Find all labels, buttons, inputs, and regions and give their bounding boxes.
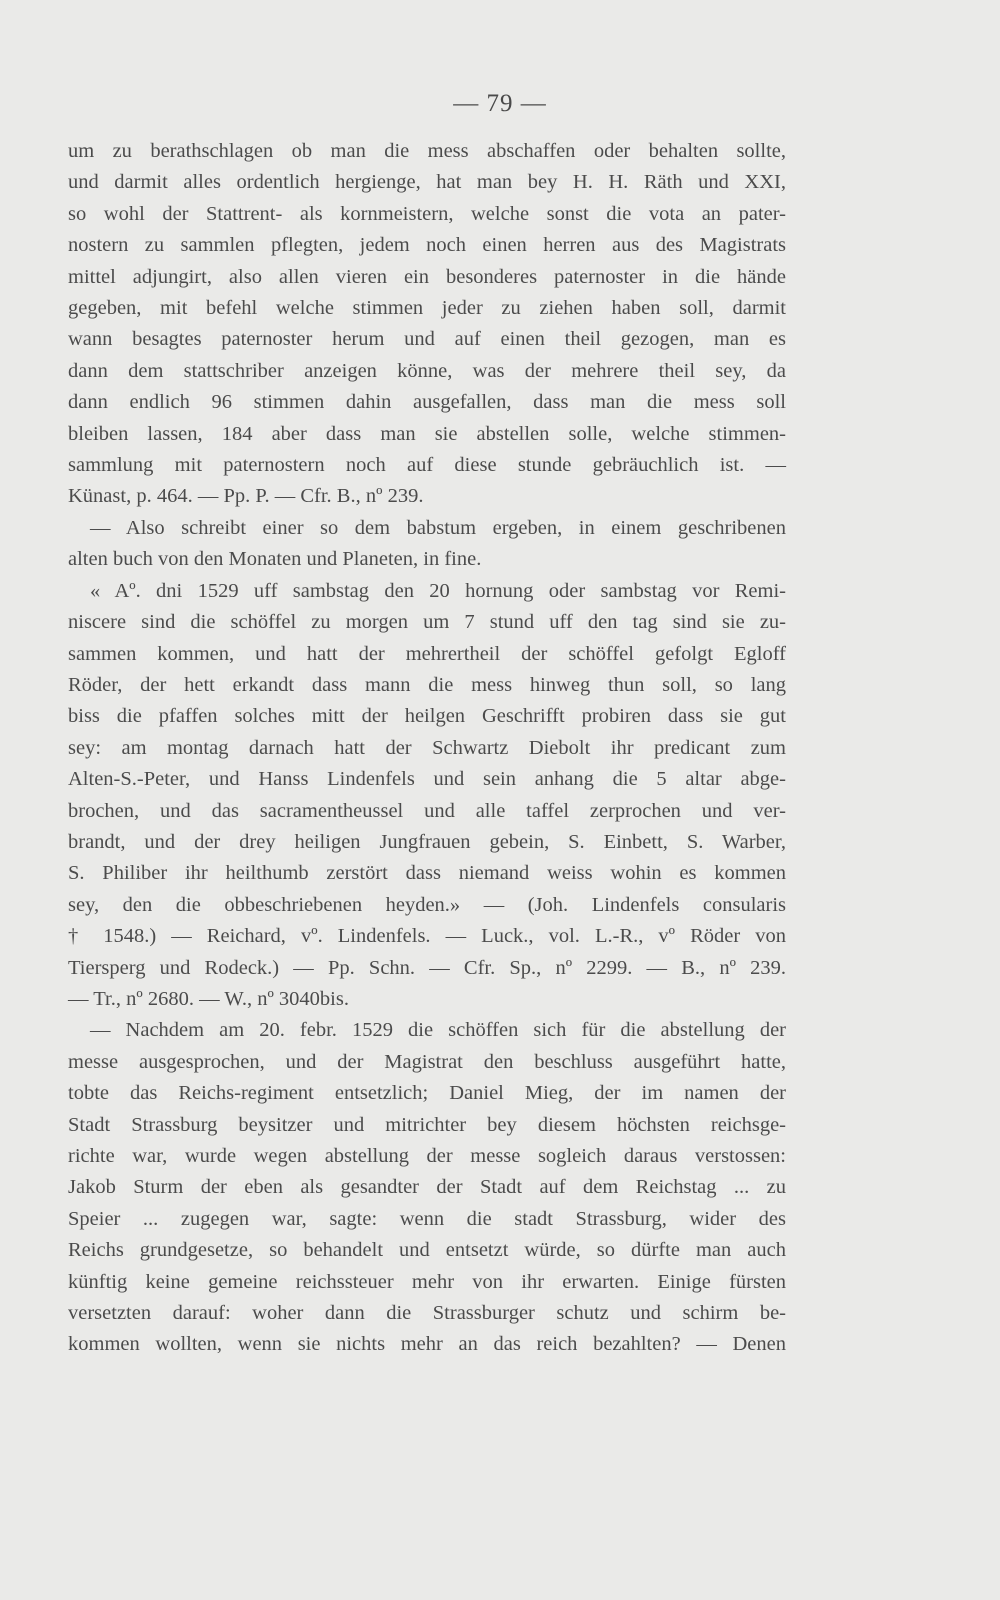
text-line: Speier ... zugegen war, sagte: wenn die stadt Strassburg, wider des	[68, 1207, 786, 1230]
text-line: Jakob Sturm der eben als gesandter der Stadt auf dem Reichstag ... zu	[68, 1176, 786, 1199]
text-line: versetzten darauf: woher dann die Strassburger schutz und schirm be-	[68, 1302, 786, 1325]
page-number: — 79 —	[453, 90, 547, 117]
citation-line: — Tr., nº 2680. — W., nº 3040bis.	[68, 987, 349, 1010]
text-line: messe ausgesprochen, und der Magistrat den beschluss ausgeführt hatte,	[68, 1050, 786, 1073]
text-line: niscere sind die schöffel zu morgen um 7 stund uff den tag sind sie zu-	[68, 611, 786, 634]
text-line: Reichs grundgesetze, so behandelt und entsetzt würde, so dürfte man auch	[68, 1239, 786, 1262]
paragraph-start-line: — Also schreibt einer so dem babstum ergeben, in einem geschribenen	[90, 516, 786, 539]
text-line: künftig keine gemeine reichssteuer mehr von ihr erwarten. Einige fürsten	[68, 1270, 786, 1293]
text-line: um zu berathschlagen ob man die mess abschaffen oder behalten sollte,	[68, 140, 786, 162]
citation-line: Tiersperg und Rodeck.) — Pp. Schn. — Cfr. Sp., nº 2299. — B., nº 239.	[68, 956, 786, 979]
quote-start-line: « Aº. dni 1529 uff sambstag den 20 hornung oder sambstag vor Remi-	[90, 579, 786, 602]
citation-line: † 1548.) — Reichard, vº. Lindenfels. — Luck., vol. L.-R., vº Röder von	[68, 925, 786, 948]
text-line: biss die pfaffen solches mitt der heilgen Geschrifft probiren dass sie gut	[68, 705, 786, 728]
text-line: Röder, der hett erkandt dass mann die mess hinweg thun soll, so lang	[68, 673, 786, 696]
text-line: wann besagtes paternoster herum und auf einen theil gezogen, man es	[68, 328, 786, 351]
text-line: kommen wollten, wenn sie nichts mehr an das reich bezahlten? — Denen	[68, 1333, 786, 1356]
text-line: so wohl der Stattrent- als kornmeistern, welche sonst die vota an pater-	[68, 202, 786, 225]
text-line: dann endlich 96 stimmen dahin ausgefallen, dass man die mess soll	[68, 391, 786, 414]
text-line: tobte das Reichs-regiment entsetzlich; Daniel Mieg, der im namen der	[68, 1082, 786, 1105]
text-line: und darmit alles ordentlich hergienge, hat man bey H. H. Räth und XXI,	[68, 171, 786, 194]
text-line: sey, den die obbeschriebenen heyden.» — (Joh. Lindenfels consularis	[68, 893, 786, 916]
text-line: sammen kommen, und hatt der mehrertheil der schöffel gefolgt Egloff	[68, 642, 786, 665]
text-line: gegeben, mit befehl welche stimmen jeder zu ziehen haben soll, darmit	[68, 297, 786, 320]
text-line: brochen, und das sacramentheussel und alle taffel zerprochen und ver-	[68, 799, 786, 822]
text-line: nostern zu sammlen pflegten, jedem noch einen herren aus des Magistrats	[68, 234, 786, 257]
citation-line: Künast, p. 464. — Pp. P. — Cfr. B., nº 239.	[68, 485, 424, 508]
text-line: mittel adjungirt, also allen vieren ein besonderes paternoster in die hände	[68, 265, 786, 288]
text-line: sey: am montag darnach hatt der Schwartz Diebolt ihr predicant zum	[68, 736, 786, 759]
text-line: S. Philiber ihr heilthumb zerstört dass niemand weiss wohin es kommen	[68, 862, 786, 885]
text-line: alten buch von den Monaten und Planeten, in fine.	[68, 548, 482, 571]
body-text	[68, 136, 786, 1361]
text-line: Alten-S.-Peter, und Hanss Lindenfels und sein anhang die 5 altar abge-	[68, 768, 786, 791]
text-line: bleiben lassen, 184 aber dass man sie abstellen solle, welche stimmen-	[68, 422, 786, 445]
paragraph-start-line: — Nachdem am 20. febr. 1529 die schöffen sich für die abstellung der	[90, 1019, 786, 1042]
text-line: sammlung mit paternostern noch auf diese stunde gebräuchlich ist. —	[68, 454, 786, 477]
text-line: richte war, wurde wegen abstellung der messe sogleich daraus verstossen:	[68, 1145, 786, 1167]
text-line: Stadt Strassburg beysitzer und mitrichter bey diesem höchsten reichsge-	[68, 1113, 786, 1136]
text-line: dann dem stattschriber anzeigen könne, was der mehrere theil sey, da	[68, 359, 786, 382]
text-line: brandt, und der drey heiligen Jungfrauen gebein, S. Einbett, S. Warber,	[68, 830, 786, 853]
